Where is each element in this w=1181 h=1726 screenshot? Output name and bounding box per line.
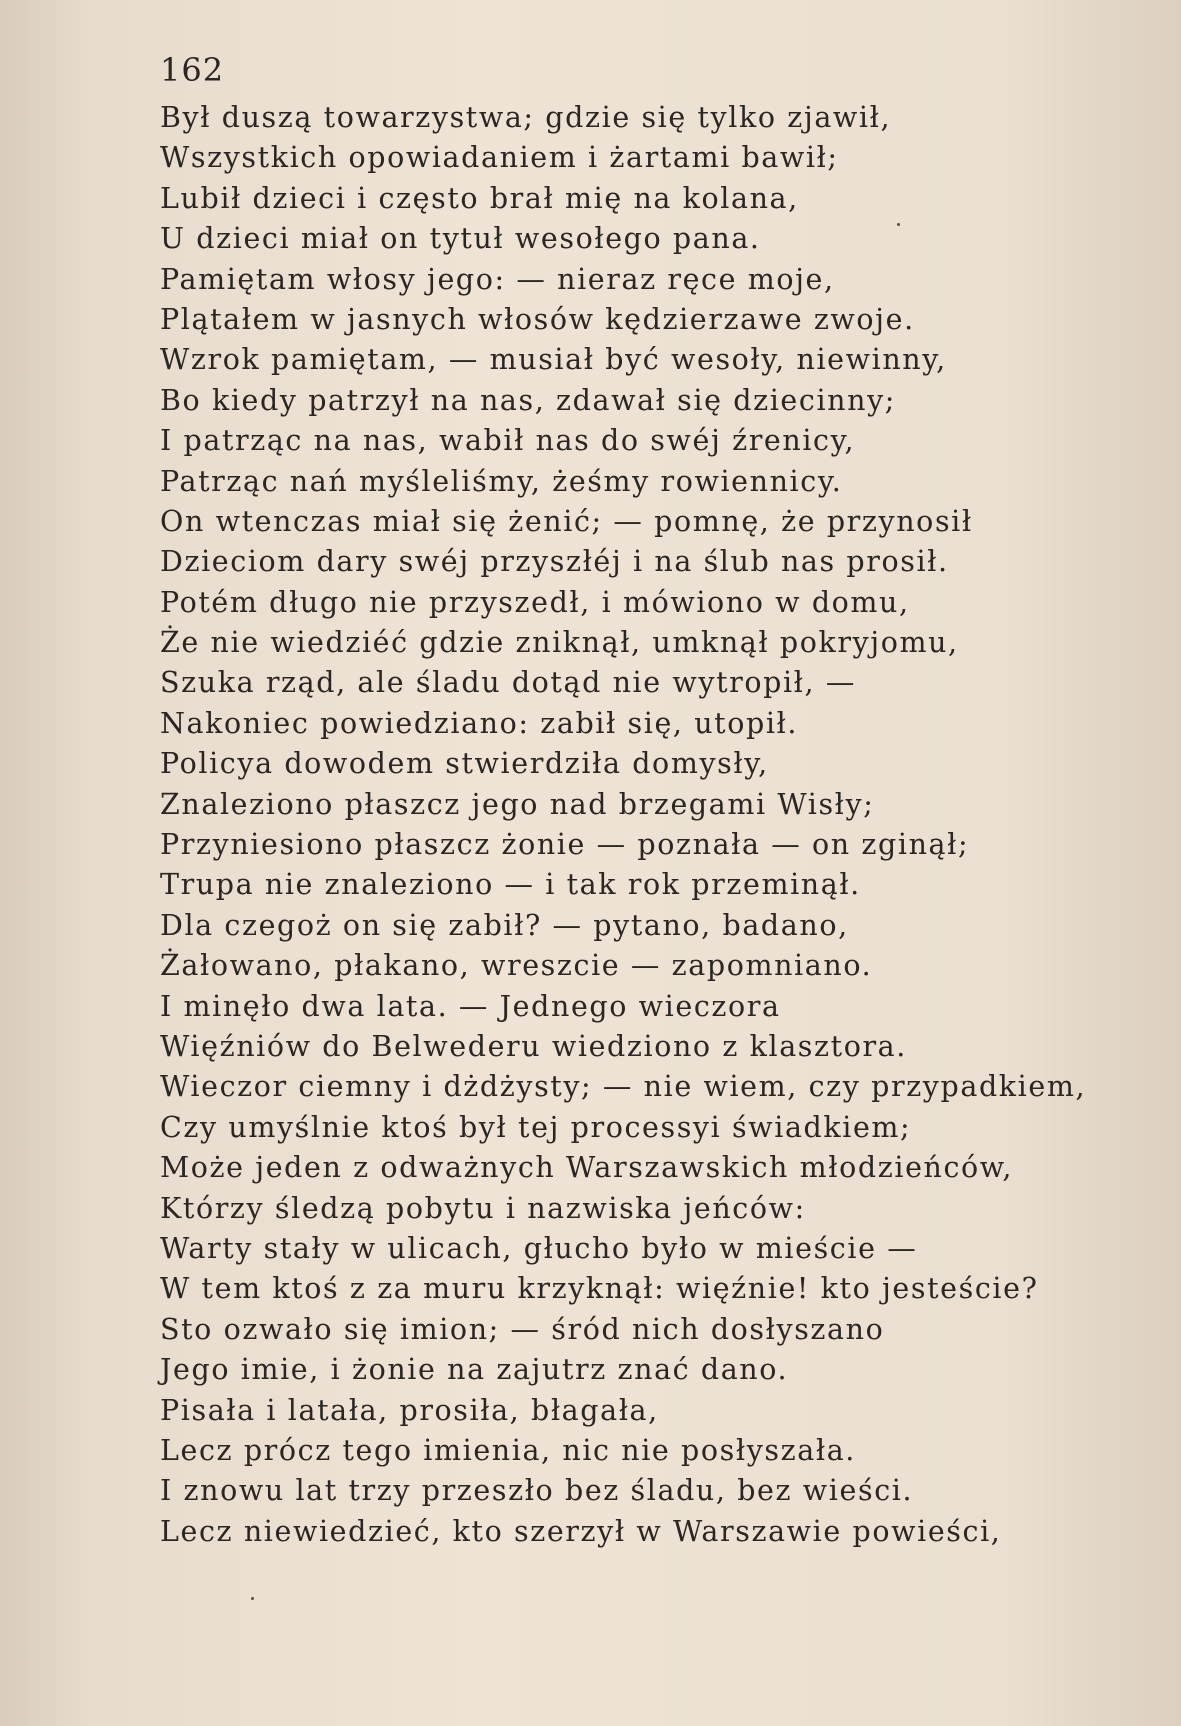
poem-line: Plątałem w jasnych włosów kędzierzawe zwoje. bbox=[160, 302, 915, 336]
poem-line: U dzieci miał on tytuł wesołego pana. bbox=[160, 222, 761, 256]
poem-line: Przyniesiono płaszcz żonie — poznała — on zginął; bbox=[160, 828, 970, 862]
poem-line: Wieczor ciemny i dżdżysty; — nie wiem, czy przypadkiem, bbox=[160, 1070, 1087, 1104]
poem-line: Że nie wiedziéć gdzie zniknął, umknął pokryjomu, bbox=[160, 626, 959, 660]
poem-line: Dzieciom dary swéj przyszłéj i na ślub nas prosił. bbox=[160, 545, 949, 579]
poem-line: Był duszą towarzystwa; gdzie się tylko zjawił, bbox=[160, 101, 892, 134]
poem-line: Czy umyślnie ktoś był tej processyi świadkiem; bbox=[160, 1110, 912, 1144]
poem-line: Bo kiedy patrzył na nas, zdawał się dziecinny; bbox=[160, 383, 896, 417]
page-number: 162 bbox=[160, 51, 225, 89]
poem-text bbox=[160, 98, 1086, 1552]
poem-line: Patrząc nań myśleliśmy, żeśmy rowiennicy. bbox=[160, 464, 843, 498]
poem-line: Pamiętam włosy jego: — nieraz ręce moje, bbox=[160, 262, 835, 296]
poem-line: Lecz niewiedzieć, kto szerzył w Warszawie powieści, bbox=[160, 1514, 1002, 1548]
paper-speck bbox=[251, 1597, 254, 1600]
poem-line: Szuka rząd, ale śladu dotąd nie wytropił, — bbox=[160, 666, 856, 700]
poem-line: Jego imie, i żonie na zajutrz znać dano. bbox=[160, 1353, 789, 1387]
poem-line: I znowu lat trzy przeszło bez śladu, bez wieści. bbox=[160, 1474, 914, 1508]
paper-speck bbox=[897, 223, 900, 226]
poem-line: Pisała i latała, prosiła, błagała, bbox=[160, 1393, 659, 1427]
poem-line: I patrząc na nas, wabił nas do swéj źrenicy, bbox=[160, 424, 856, 458]
poem-line: Wszystkich opowiadaniem i żartami bawił; bbox=[160, 141, 839, 175]
poem-line: Wzrok pamiętam, — musiał być wesoły, niewinny, bbox=[160, 343, 947, 377]
poem-line: Lecz prócz tego imienia, nic nie posłyszała. bbox=[160, 1433, 856, 1467]
poem-line: Znaleziono płaszcz jego nad brzegami Wisły; bbox=[160, 787, 875, 821]
poem-line: Lubił dzieci i często brał mię na kolana, bbox=[160, 181, 799, 215]
poem-line: On wtenczas miał się żenić; — pomnę, że przynosił bbox=[160, 504, 973, 538]
poem-line: Którzy śledzą pobytu i nazwiska jeńców: bbox=[160, 1191, 806, 1225]
poem-line: Więźniów do Belwederu wiedziono z klasztora. bbox=[160, 1029, 907, 1063]
poem-line: Dla czegoż on się zabił? — pytano, badano, bbox=[160, 908, 849, 942]
poem-line: Nakoniec powiedziano: zabił się, utopił. bbox=[160, 706, 799, 740]
poem-line: W tem ktoś z za muru krzyknął: więźnie! kto jesteście? bbox=[160, 1272, 1039, 1306]
poem-line: Żałowano, płakano, wreszcie — zapomniano. bbox=[160, 949, 873, 983]
poem-line: Potém długo nie przyszedł, i mówiono w domu, bbox=[160, 585, 910, 619]
poem-line: Sto ozwało się imion; — śród nich dosłyszano bbox=[160, 1312, 885, 1346]
poem-line: Policya dowodem stwierdziła domysły, bbox=[160, 747, 769, 781]
poem-line: Trupa nie znaleziono — i tak rok przeminął. bbox=[160, 868, 861, 902]
poem-line: Może jeden z odważnych Warszawskich młodzieńców, bbox=[160, 1151, 1014, 1185]
poem-line: I minęło dwa lata. — Jednego wieczora bbox=[160, 989, 781, 1023]
poem-line: Warty stały w ulicach, głucho było w mieście — bbox=[160, 1231, 918, 1265]
